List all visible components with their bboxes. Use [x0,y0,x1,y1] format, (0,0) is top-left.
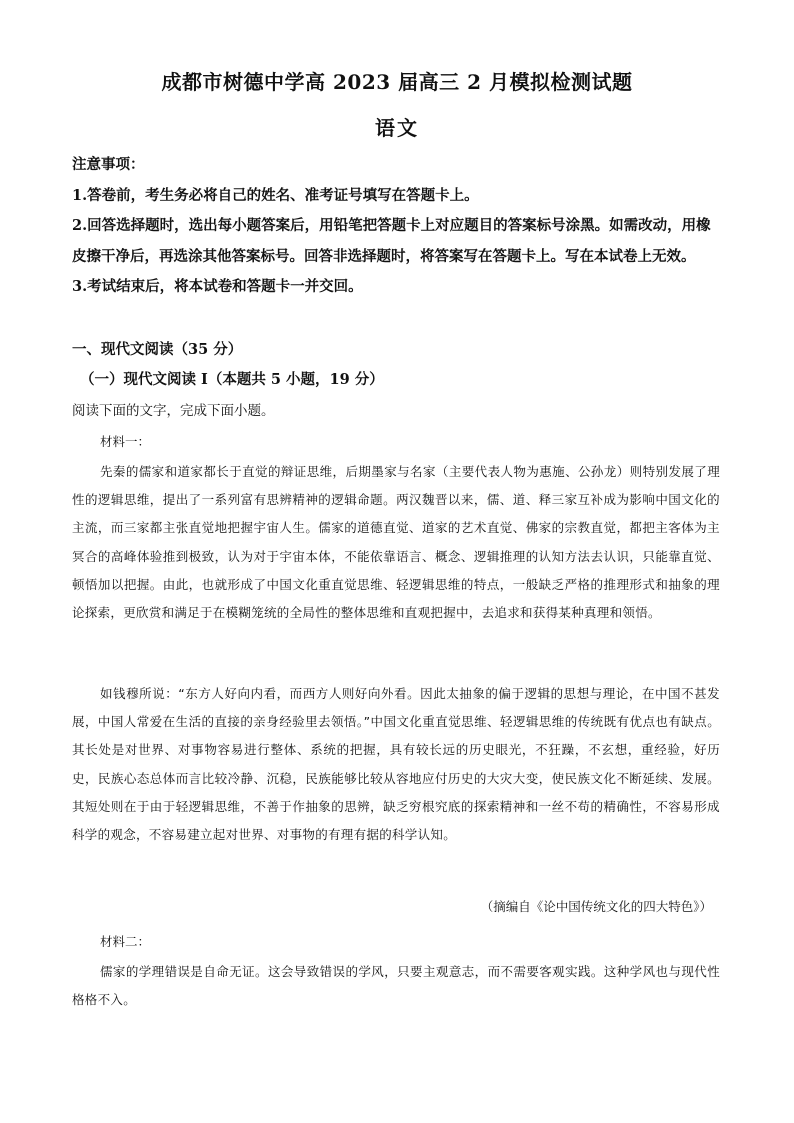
material-one-label: 材料一： [100,434,151,449]
material-two-paragraph: 儒家的学理错误是自命无证。这会导致错误的学风，只要主观意志，而不需要客观实践。这种学风也与现代性格格不入。 [72,964,720,1008]
material-one-paragraph: 先秦的儒家和道家都长于直觉的辩证思维，后期墨家与名家（主要代表人物为惠施、公孙龙）则特别发展了理性的逻辑思维，提出了一系列富有思辨精神的逻辑命题。两汉魏晋以来，儒、道、释三家互补成为影响中国文化的主流，而三家都主张直觉地把握宇宙人生。儒家的道德直觉、道家的艺术直觉、佛家的宗教直觉，都把主客体为主冥合的高峰体验推到极致，认为对于宇宙本体，不能依靠语言、概念、逻辑推理的认知方法去认识，只能靠直觉、顿悟加以把握。由此，也就形成了中国文化重直觉思维、轻逻辑思维的特点，一般缺乏严格的推理形式和抽象的理论探索，更欣赏和满足于在模糊笼统的全局性的整体思维和直观把握中，去追求和获得某种真理和领悟。 [72,464,720,621]
note-item: 3.考试结束后，将本试卷和答题卡一并交回。 [72,278,363,295]
note-item: 1.答卷前，考生务必将自己的姓名、准考证号填写在答题卡上。 [72,186,479,204]
subject-title: 语文 [375,116,419,140]
notes-heading: 注意事项： [72,156,145,173]
section-title: 一、现代文阅读（35 分） [72,341,243,358]
material-one-paragraph: 如钱穆所说：“东方人好向内看，而西方人则好向外看。因此太抽象的偏于逻辑的思想与理论，在中国不甚发展，中国人常爱在生活的直接的亲身经验里去领悟。”中国文化重直觉思维、轻逻辑思维的传统既有优点也有缺点。其长处是对世界、对事物容易进行整体、系统的把握，具有较长远的历史眼光，不狂躁，不玄想，重经验，好历史，民族心态总体而言比较冷静、沉稳，民族能够比较从容地应付历史的大灾大变，使民族文化不断延续、发展。其短处则在于由于轻逻辑思维，不善于作抽象的思辨，缺乏穷根究底的探索精神和一丝不苟的精确性，不容易形成科学的观念，不容易建立起对世界、对事物的有理有据的科学认知。 [72,686,720,843]
notes-block [72,150,722,303]
reading-instruction: 阅读下面的文字，完成下面小题。 [72,403,275,419]
material-one-source: （摘编自《论中国传统文化的四大特色》） [480,899,712,914]
note-item: 2.回答选择题时，选出每小题答案后，用铅笔把答题卡上对应题目的答案标号涂黑。如需改动，用橡皮擦干净后，再选涂其他答案标号。回答非选择题时，将答案写在答题卡上。写在本试卷上无效。 [72,217,711,265]
exam-title: 成都市树德中学高 2023 届高三 2 月模拟检测试题 [161,70,633,94]
material-two-label: 材料二： [100,934,151,949]
subsection-title: （一）现代文阅读 I（本题共 5 小题，19 分） [80,371,384,388]
